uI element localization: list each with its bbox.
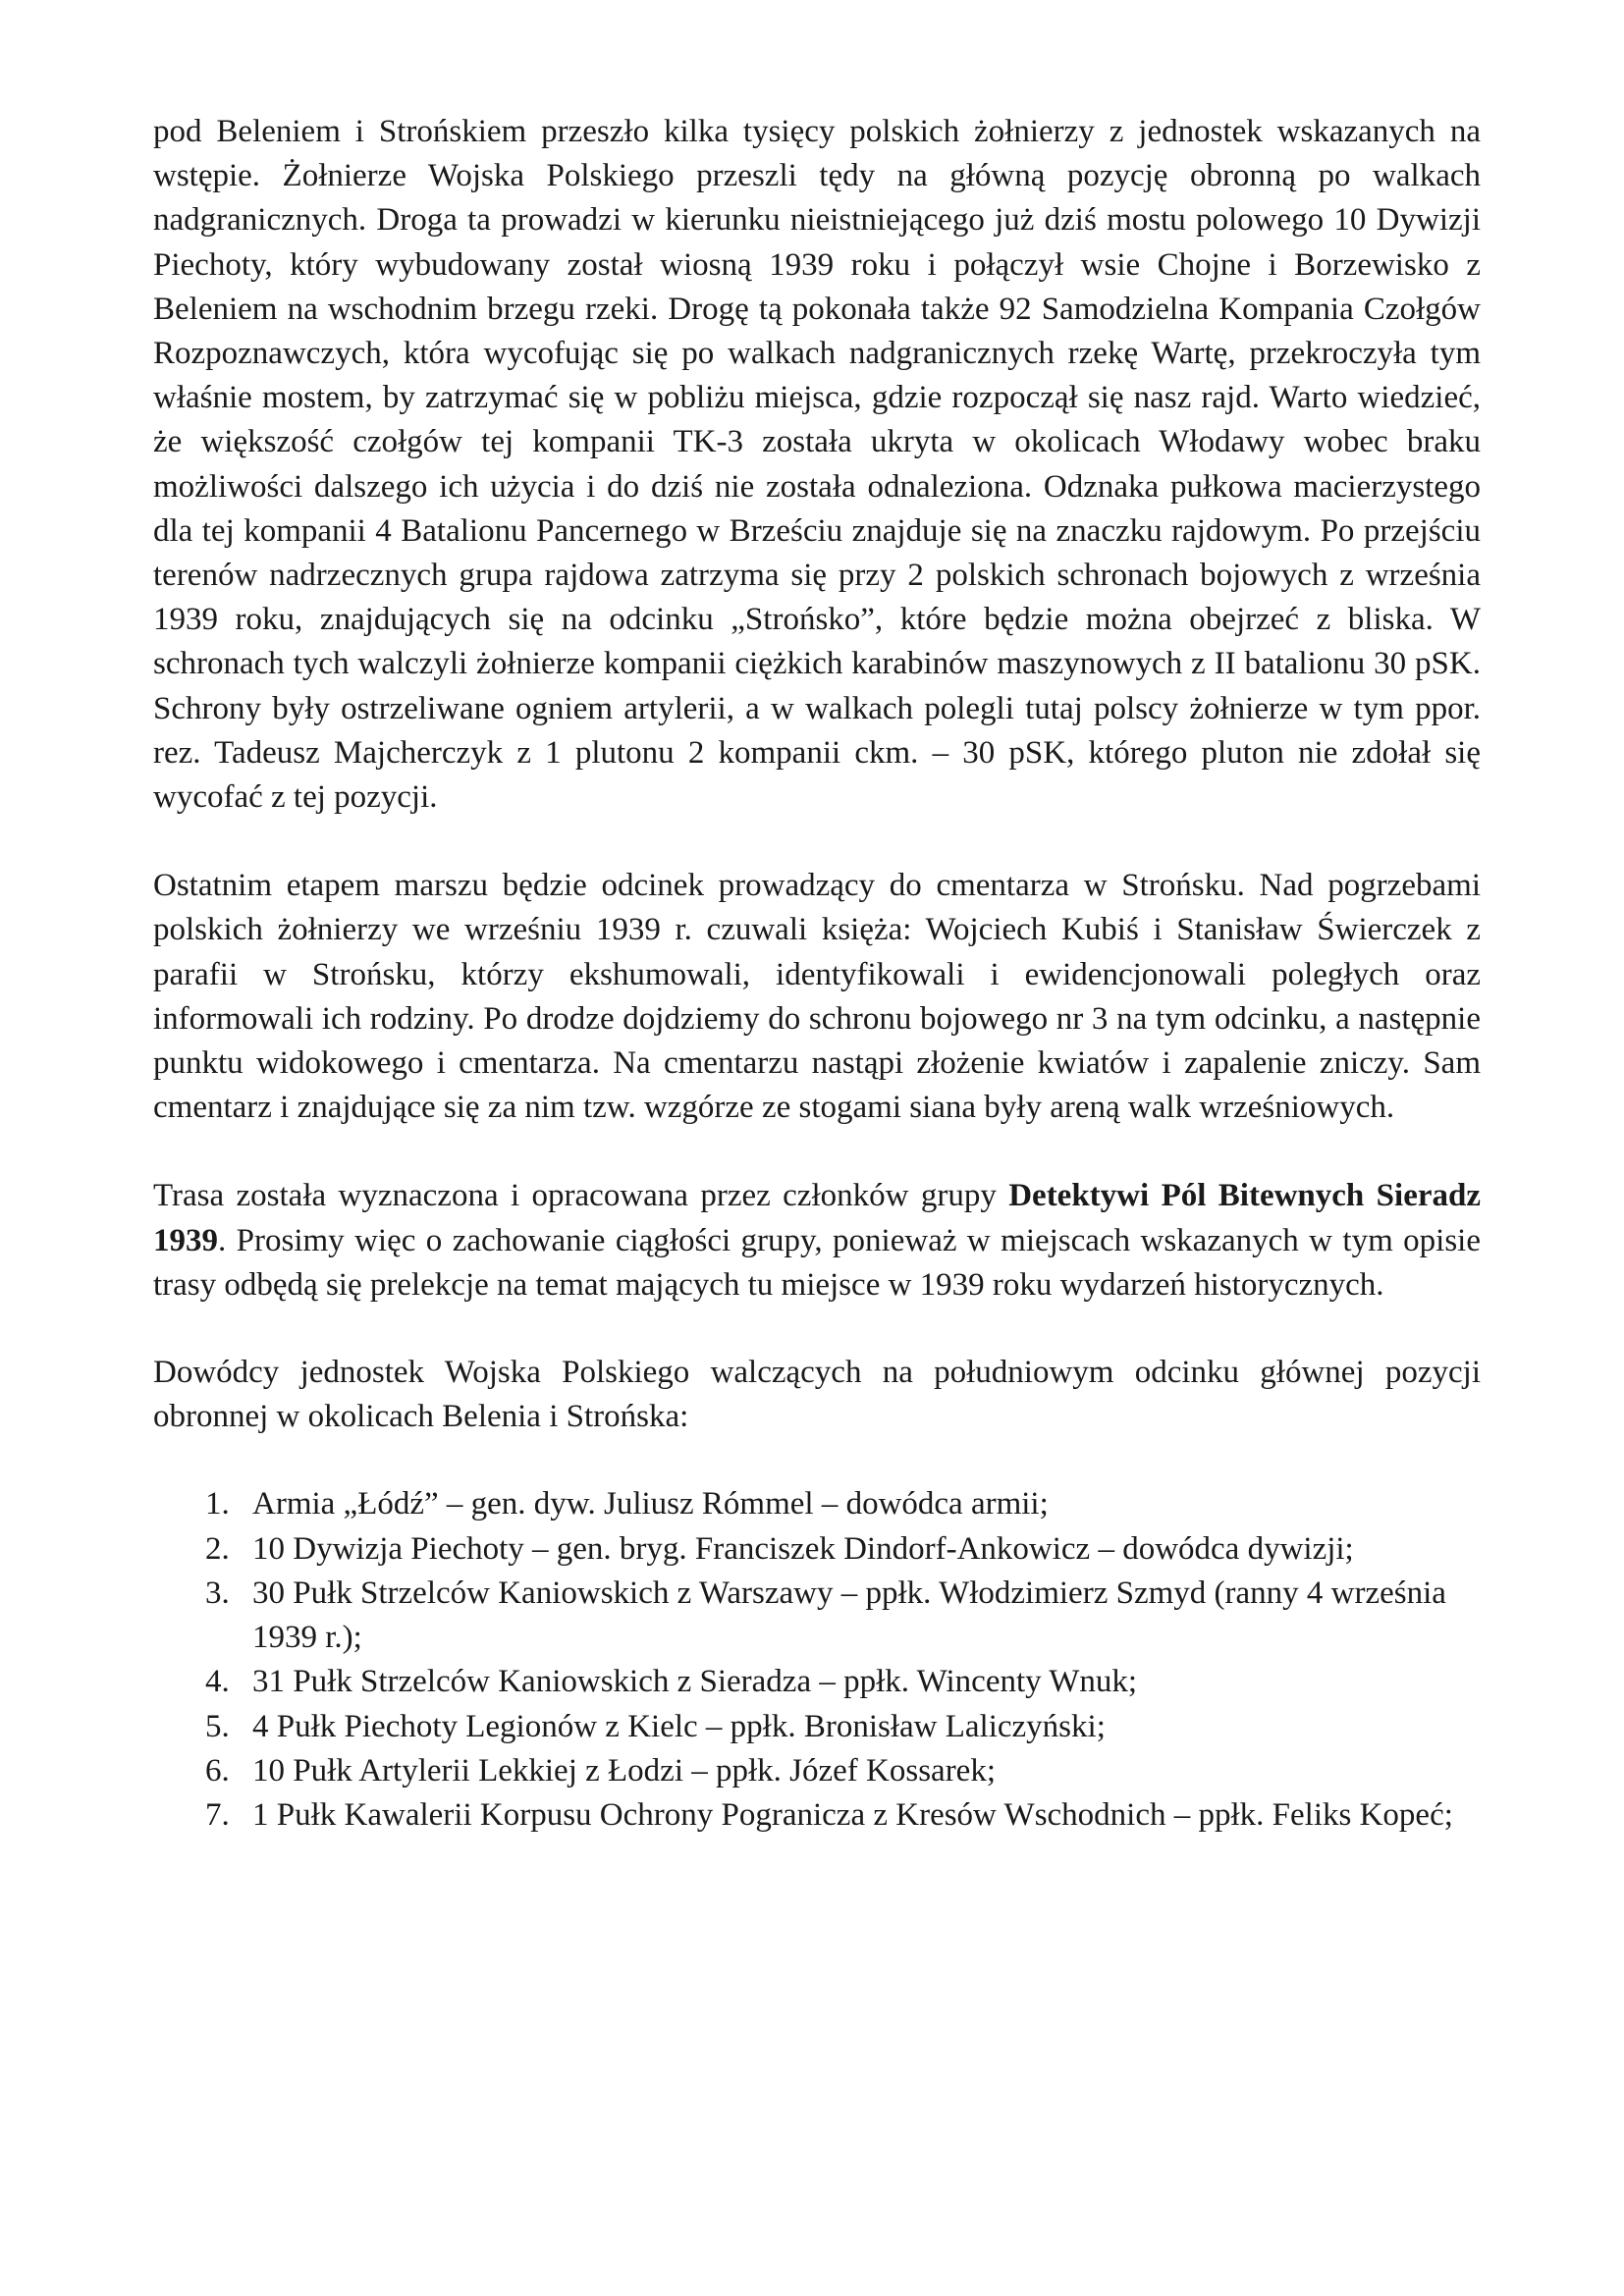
list-item-text: 31 Pułk Strzelców Kaniowskich z Sieradza – ppłk. Wincenty Wnuk;: [252, 1664, 1138, 1700]
document-page: [153, 110, 1481, 1838]
list-item: [153, 1705, 1481, 1749]
list-item: [153, 1660, 1481, 1704]
list-item: [153, 1749, 1481, 1793]
list-item-text: 4 Pułk Piechoty Legionów z Kielc – ppłk. Bronisław Laliczyński;: [252, 1708, 1106, 1744]
list-item: [153, 1572, 1481, 1660]
commanders-list: [153, 1482, 1481, 1838]
list-item-number: 4.: [205, 1664, 230, 1700]
list-item-text: 10 Pułk Artylerii Lekkiej z Łodzi – ppłk. Józef Kossarek;: [252, 1752, 997, 1789]
route-text-after: . Prosimy więc o zachowanie ciągłości grupy, ponieważ w miejscach wskazanych w tym opisie trasy odbędą się prelekcje na temat mających tu miejsce w 1939 roku wydarzeń historycznych.: [153, 1222, 1481, 1303]
paragraph-battle-route: pod Beleniem i Strońskiem przeszło kilka tysięcy polskich żołnierzy z jednostek wskazanych na wstępie. Żołnierze Wojska Polskiego przeszli tędy na główną pozycję obronną po walkach nadgranicznych. Droga ta prowadzi w kierunku nieistniejącego już dziś mostu polowego 10 Dywizji Piechoty, który wybudowany został wiosną 1939 roku i połączył wsie Chojne i Borzewisko z Beleniem na wschodnim brzegu rzeki. Drogę tą pokonała także 92 Samodzielna Kompania Czołgów Rozpoznawczych, która wycofując się po walkach nadgranicznych rzekę Wartę, przekroczyła tym właśnie mostem, by zatrzymać się w pobliżu miejsca, gdzie rozpoczął się nasz rajd. Warto wiedzieć, że większość czołgów tej kompanii TK-3 została ukryta w okolicach Włodawy wobec braku możliwości dalszego ich użycia i do dziś nie została odnaleziona. Odznaka pułkowa macierzystego dla tej kompanii 4 Batalionu Pancernego w Brześciu znajduje się na znaczku rajdowym. Po przejściu terenów nadrzecznych grupa rajdowa zatrzyma się przy 2 polskich schronach bojowych z września 1939 roku, znajdujących się na odcinku „Strońsko”, które będzie można obejrzeć z bliska. W schronach tych walczyli żołnierze kompanii ciężkich karabinów maszynowych z II batalionu 30 pSK. Schrony były ostrzeliwane ogniem artylerii, a w walkach polegli tutaj polscy żołnierze w tym ppor. rez. Tadeusz Majcherczyk z 1 plutonu 2 kompanii ckm. – 30 pSK, którego pluton nie zdołał się wycofać z tej pozycji.: [153, 114, 1481, 816]
list-item-number: 1.: [205, 1486, 230, 1522]
list-item-text: 30 Pułk Strzelców Kaniowskich z Warszawy – ppłk. Włodzimierz Szmyd (ranny 4 września 1939 r.);: [252, 1575, 1446, 1656]
group-name-bold: Detektywi Pól Bitewnych Sieradz 1939: [153, 1178, 1481, 1258]
route-text-before: Trasa została wyznaczona i opracowana przez członków grupy: [153, 1178, 1009, 1214]
list-item-text: 1 Pułk Kawalerii Korpusu Ochrony Pogranicza z Kresów Wschodnich – ppłk. Feliks Kopeć;: [252, 1796, 1453, 1833]
list-item: [153, 1793, 1481, 1838]
list-item: [153, 1482, 1481, 1526]
list-item-number: 7.: [205, 1796, 230, 1833]
list-item-text: Armia „Łódź” – gen. dyw. Juliusz Rómmel – dowódca armii;: [252, 1486, 1049, 1522]
list-item-text: 10 Dywizja Piechoty – gen. bryg. Franciszek Dindorf-Ankowicz – dowódca dywizji;: [252, 1530, 1354, 1567]
list-item-number: 6.: [205, 1752, 230, 1789]
list-item-number: 2.: [205, 1530, 230, 1567]
paragraph-cemetery: Ostatnim etapem marszu będzie odcinek prowadzący do cmentarza w Strońsku. Nad pogrzebami polskich żołnierzy we wrześniu 1939 r. czuwali księża: Wojciech Kubiś i Stanisław Świerczek z parafii w Strońsku, którzy ekshumowali, identyfikowali i ewidencjonowali poległych oraz informowali ich rodziny. Po drodze dojdziemy do schronu bojowego nr 3 na tym odcinku, a następnie punktu widokowego i cmentarza. Na cmentarzu nastąpi złożenie kwiatów i zapalenie zniczy. Sam cmentarz i znajdujące się za nim tzw. wzgórze ze stogami siana były areną walk wrześniowych.: [153, 868, 1481, 1126]
paragraph-commanders-intro: Dowódcy jednostek Wojska Polskiego walczących na południowym odcinku głównej pozycji obronnej w okolicach Belenia i Strońska:: [153, 1355, 1481, 1435]
list-item-number: 5.: [205, 1708, 230, 1744]
paragraph-route-authors: [153, 1174, 1481, 1308]
list-item-number: 3.: [205, 1575, 230, 1611]
list-item: [153, 1527, 1481, 1572]
